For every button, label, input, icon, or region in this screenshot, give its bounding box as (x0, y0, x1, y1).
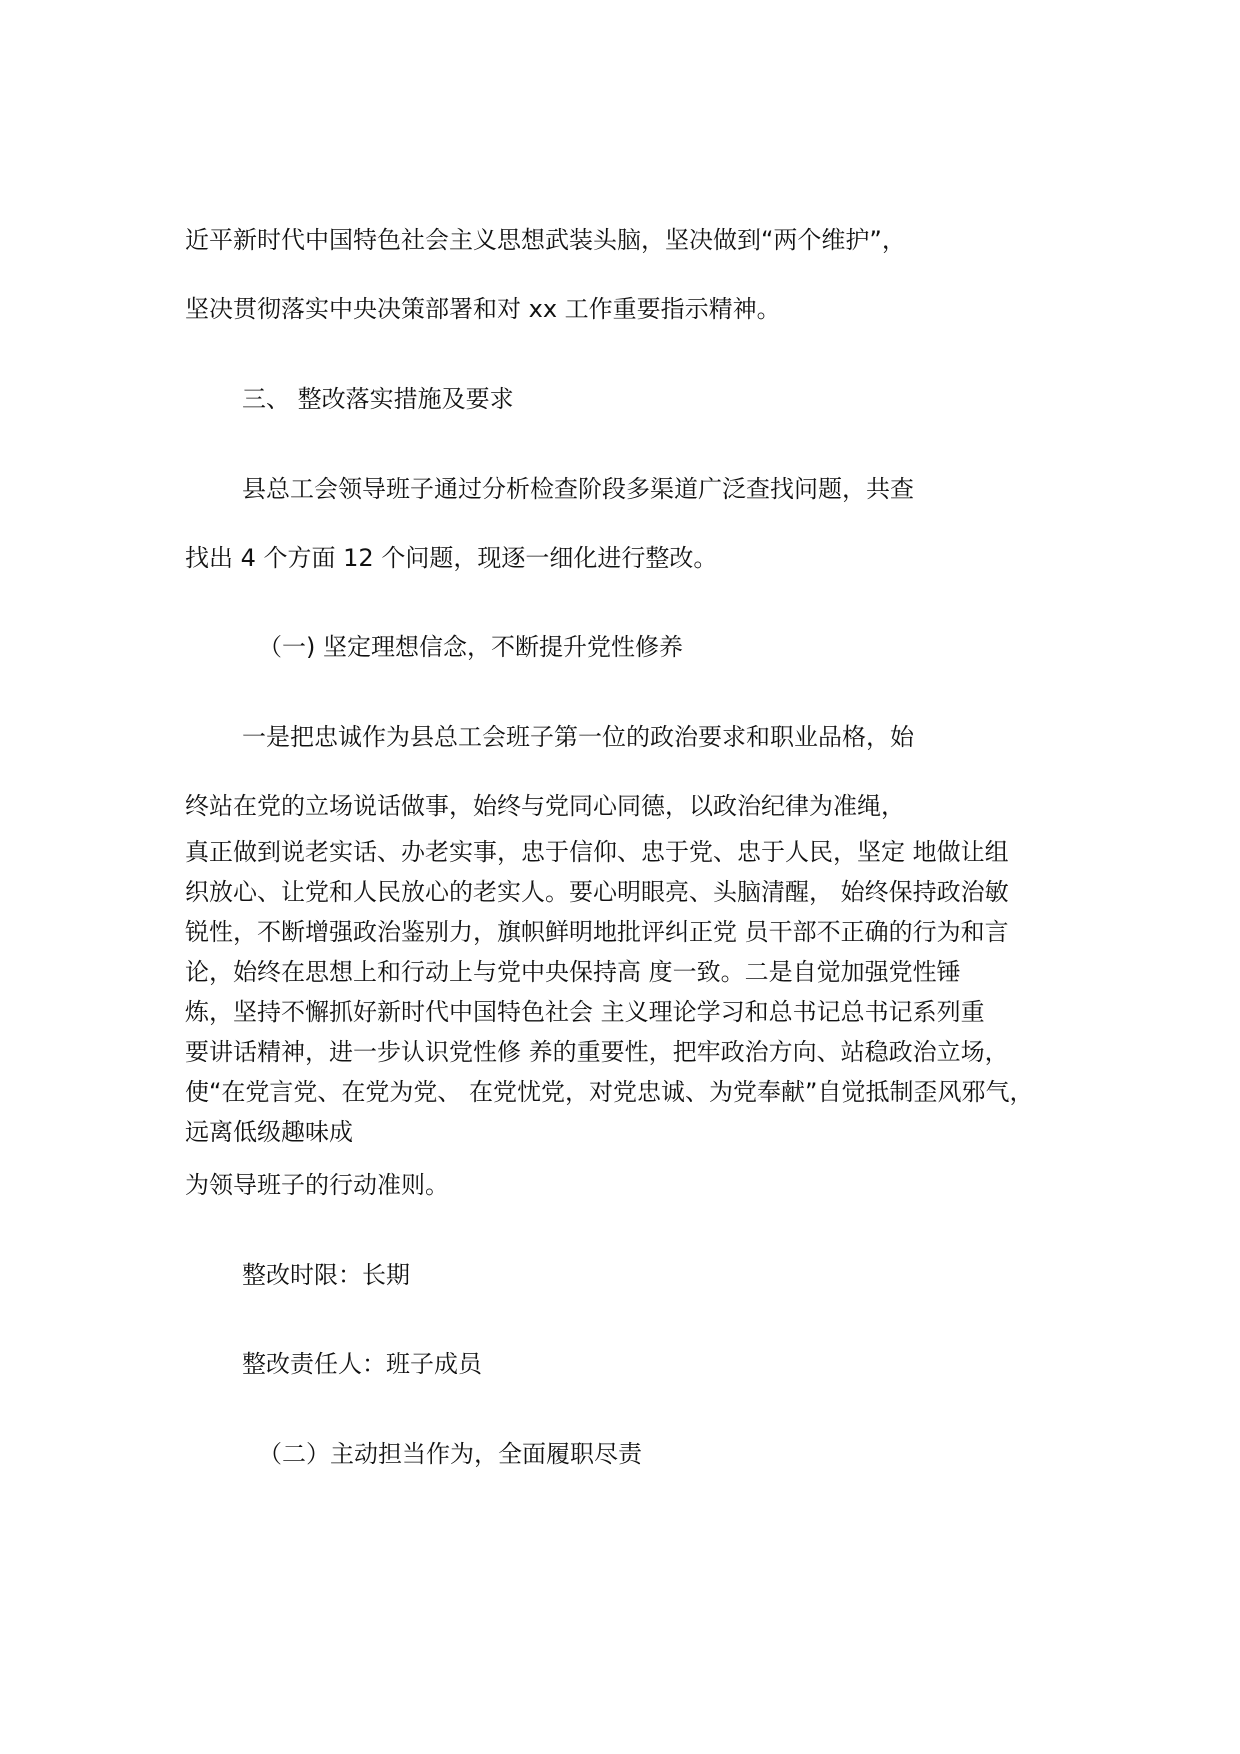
text-line: 炼，坚持不懈抓好新时代中国特色社会 主义理论学习和总书记总书记系列重 (185, 998, 985, 1026)
text-line: 找出 4 个方面 12 个问题，现逐一细化进行整改。 (185, 544, 718, 572)
text-line: 县总工会领导班子通过分析检查阶段多渠道广泛查找问题，共查 (242, 475, 914, 503)
text-line: 坚决贯彻落实中央决策部署和对 xx 工作重要指示精神。 (185, 295, 781, 323)
text-line: 一是把忠诚作为县总工会班子第一位的政治要求和职业品格，始 (242, 723, 914, 751)
text-line: 要讲话精神，进一步认识党性修 养的重要性，把牢政治方向、站稳政治立场， (185, 1038, 1009, 1066)
text-line: 为领导班子的行动准则。 (185, 1171, 449, 1199)
text-line: 远离低级趣味成 (185, 1118, 353, 1146)
subsection-heading: （二）主动担当作为，全面履职尽责 (258, 1440, 642, 1468)
text-line: 真正做到说老实话、办老实事，忠于信仰、忠于党、忠于人民，坚定 地做让组 (185, 838, 1009, 866)
text-line: 近平新时代中国特色社会主义思想武装头脑，坚决做到“两个维护”， (185, 226, 906, 254)
text-line: 织放心、让党和人民放心的老实人。要心明眼亮、头脑清醒， 始终保持政治敏 (185, 878, 1009, 906)
deadline-label: 整改时限：长期 (242, 1261, 410, 1289)
text-line: 使“在党言党、在党为党、 在党忧党，对党忠诚、为党奉献”自觉抵制歪风邪气， (185, 1078, 1034, 1106)
text-line: 终站在党的立场说话做事，始终与党同心同德，以政治纪律为准绳， (185, 792, 905, 820)
responsible-label: 整改责任人：班子成员 (242, 1350, 482, 1378)
section-heading: 三、 整改落实措施及要求 (242, 385, 514, 413)
text-line: 论，始终在思想上和行动上与党中央保持高 度一致。二是自觉加强党性锤 (185, 958, 961, 986)
subsection-heading: （一) 坚定理想信念，不断提升党性修养 (258, 633, 683, 661)
text-line: 锐性，不断增强政治鉴别力，旗帜鲜明地批评纠正党 员干部不正确的行为和言 (185, 918, 1009, 946)
